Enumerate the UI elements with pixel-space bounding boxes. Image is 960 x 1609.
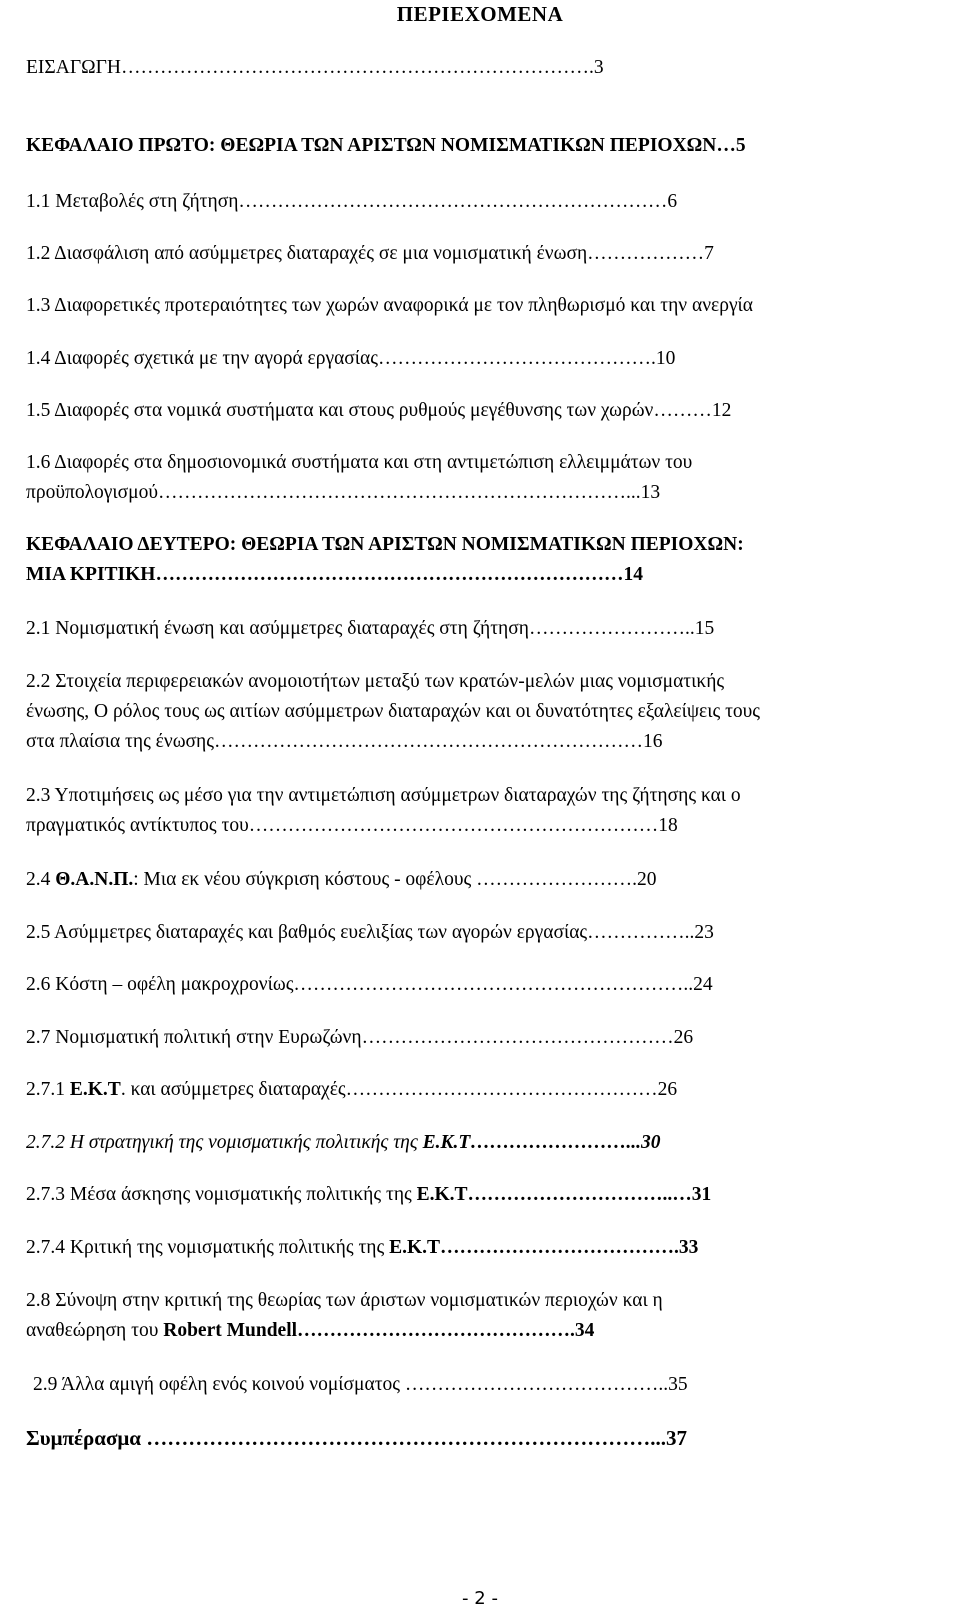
toc-chapter-2-heading-line2: ΜΙΑ ΚΡΙΤΙΚΗ………………………………………………………………14: [26, 564, 643, 585]
toc-entry-2-7-1-acronym: Ε.Κ.Τ: [69, 1079, 121, 1100]
toc-entry-2-5: 2.5 Ασύμμετρες διαταραχές και βαθμός ευελιξίας των αγορών εργασίας……………..23: [26, 922, 714, 943]
toc-entry-introduction: ΕΙΣΑΓΩΓΗ……………………………………………………………….3: [26, 57, 604, 78]
toc-entry-2-4-acronym: Θ.Α.Ν.Π.: [55, 869, 134, 890]
toc-entry-1-6-line1: 1.6 Διαφορές στα δημοσιονομικά συστήματα και στη αντιμετώπιση ελλειμμάτων του: [26, 452, 693, 473]
toc-chapter-2-heading-line1: ΚΕΦΑΛΑΙΟ ΔΕΥΤΕΡΟ: ΘΕΩΡΙΑ ΤΩΝ ΑΡΙΣΤΩΝ ΝΟΜΙΣΜΑΤΙΚΩΝ ΠΕΡΙΟΧΩΝ:: [26, 534, 744, 555]
toc-entry-1-5: 1.5 Διαφορές στα νομικά συστήματα και στους ρυθμούς μεγέθυνσης των χωρών………12: [26, 400, 732, 421]
toc-entry-2-7-3-title: 2.7.3 Μέσα άσκησης νομισματικής πολιτικής της: [26, 1184, 417, 1205]
toc-entry-2-7-2-title: 2.7.2 Η στρατηγική της νομισματικής πολιτικής της: [26, 1132, 423, 1153]
toc-entry-2-2-line3: στα πλαίσια της ένωσης…………………………………………………………16: [26, 731, 663, 752]
toc-entry-2-2-line1: 2.2 Στοιχεία περιφερειακών ανομοιοτήτων μεταξύ των κρατών-μελών μιας νομισματικής: [26, 671, 725, 692]
toc-entry-1-2: 1.2 Διασφάλιση από ασύμμετρες διαταραχές σε μια νομισματική ένωση………………7: [26, 243, 714, 264]
toc-entry-2-1: 2.1 Νομισματική ένωση και ασύμμετρες διαταραχές στη ζήτηση……………………..15: [26, 618, 715, 639]
toc-entry-2-3-line1: 2.3 Υποτιμήσεις ως μέσο για την αντιμετώπιση ασύμμετρων διαταραχών της ζήτησης και ο: [26, 785, 741, 806]
page-title: ΠΕΡΙΕΧΟΜΕΝΑ: [396, 2, 564, 26]
toc-entry-2-7-2-acronym: Ε.Κ.Τ……………………...30: [422, 1132, 661, 1153]
toc-entry-2-7-3-acronym: Ε.Κ.Τ…………………………..…31: [416, 1184, 712, 1205]
toc-entry-2-7-1-title: . και ασύμμετρες διαταραχές…………………………………………26: [120, 1079, 678, 1100]
toc-entry-2-7: 2.7 Νομισματική πολιτική στην Ευρωζώνη…………………………………………26: [26, 1027, 694, 1048]
toc-entry-2-8-text: αναθεώρηση του: [26, 1320, 164, 1341]
toc-entry-2-7-3: [26, 1185, 711, 1205]
toc-entry-2-8-line1: 2.8 Σύνοψη στην κριτική της θεωρίας των άριστων νομισματικών περιοχών και η: [26, 1290, 663, 1311]
toc-entry-2-7-2: [26, 1133, 660, 1153]
toc-entry-2-7-1: [26, 1080, 677, 1100]
toc-entry-2-4-number: 2.4: [26, 869, 56, 890]
toc-entry-2-7-4: [26, 1238, 698, 1258]
toc-entry-1-1: 1.1 Μεταβολές στη ζήτηση…………………………………………………………6: [26, 191, 678, 212]
toc-entry-2-3-line2: πραγματικός αντίκτυπος του………………………………………………………18: [26, 815, 678, 836]
toc-entry-2-4: [26, 870, 656, 890]
toc-entry-2-8-author: Robert Mundell…………………………………….34: [163, 1320, 595, 1341]
toc-entry-conclusion: Συμπέρασμα ………………………………………………………………...37: [26, 1426, 688, 1450]
toc-entry-1-6-line2: προϋπολογισμού………………………………………………………………...13: [26, 482, 661, 503]
toc-entry-2-4-title: : Μια εκ νέου σύγκριση κόστους - οφέλους …………………….20: [133, 869, 657, 890]
toc-entry-2-6: 2.6 Κόστη – οφέλη μακροχρονίως……………………………………………………..24: [26, 974, 713, 995]
toc-entry-2-7-4-title: 2.7.4 Κριτική της νομισματικής πολιτικής της: [26, 1237, 390, 1258]
toc-entry-2-2-line2: ένωσης, Ο ρόλος τους ως αιτίων ασύμμετρων διαταραχών και οι δυνατότητες εξαλείψεις τους: [26, 701, 761, 722]
toc-entry-2-9: 2.9 Άλλα αμιγή οφέλη ενός κοινού νομίσματος …………………………………..35: [33, 1374, 688, 1395]
page-number: - 2 -: [462, 1588, 498, 1609]
toc-entry-1-3: 1.3 Διαφορετικές προτεραιότητες των χωρών αναφορικά με τον πληθωρισμό και την ανεργία: [26, 295, 754, 316]
toc-entry-1-4: 1.4 Διαφορές σχετικά με την αγορά εργασίας…………………………………….10: [26, 348, 676, 369]
toc-entry-2-8-line2: [26, 1321, 594, 1341]
toc-entry-2-7-1-number: 2.7.1: [26, 1079, 70, 1100]
toc-chapter-1-heading: ΚΕΦΑΛΑΙΟ ΠΡΩΤΟ: ΘΕΩΡΙΑ ΤΩΝ ΑΡΙΣΤΩΝ ΝΟΜΙΣΜΑΤΙΚΩΝ ΠΕΡΙΟΧΩΝ…5: [26, 135, 746, 156]
toc-entry-2-7-4-acronym: Ε.Κ.Τ……………………………….33: [389, 1237, 699, 1258]
